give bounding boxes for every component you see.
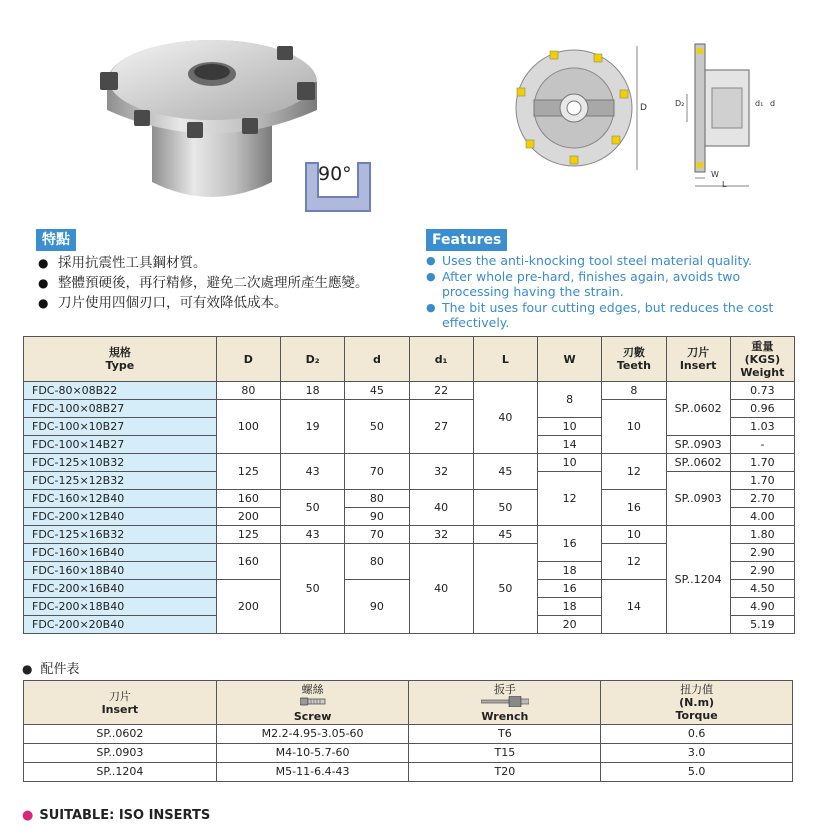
feature-zh-item: ● 刀片使用四個刃口，可有效降低成本。 — [36, 293, 416, 313]
features-zh-list — [36, 253, 416, 313]
header-d1: d₁ — [409, 337, 473, 382]
cell-d1: 40 — [409, 490, 473, 526]
cell-teeth: 8 — [602, 382, 666, 400]
cell-L: 50 — [473, 544, 537, 634]
screw-icon — [300, 696, 326, 707]
cell-weight: 0.73 — [730, 382, 794, 400]
cell-d: 90 — [345, 580, 409, 634]
feature-en-item: ● The bit uses four cutting edges, but reduces the cost effectively. — [426, 300, 796, 330]
cell-D2: 43 — [281, 526, 345, 544]
table-row — [24, 526, 795, 544]
header-type: 規格 Type — [24, 337, 217, 382]
cell-type: FDC-200×12B40 — [24, 508, 217, 526]
cell-D: 125 — [216, 454, 280, 490]
table-row — [24, 454, 795, 472]
table-row — [24, 382, 795, 400]
cell-type: FDC-100×10B27 — [24, 418, 217, 436]
suitable-note: ● SUITABLE: ISO INSERTS — [22, 808, 210, 823]
cell-weight: 1.70 — [730, 472, 794, 490]
cell-D: 80 — [216, 382, 280, 400]
header-weight: 重量 (KGS) Weight — [730, 337, 794, 382]
cell-L: 45 — [473, 526, 537, 544]
cell-d1: 22 — [409, 382, 473, 400]
cell-D2: 43 — [281, 454, 345, 490]
header-L: L — [473, 337, 537, 382]
dim-D-label: D — [640, 103, 647, 113]
cell-weight: 2.90 — [730, 544, 794, 562]
cell-insert: SP..0602 — [666, 382, 730, 436]
spec-header-row — [24, 337, 795, 382]
cell-W: 18 — [538, 562, 602, 580]
cell-d: 70 — [345, 454, 409, 490]
cell-type: FDC-160×12B40 — [24, 490, 217, 508]
features-en-list — [426, 253, 796, 331]
cell-D: 160 — [216, 544, 280, 580]
header-d: d — [345, 337, 409, 382]
cell-d: 90 — [345, 508, 409, 526]
dim-D2-label: D₂ — [675, 99, 685, 108]
acc-cell-torque: 0.6 — [601, 725, 793, 744]
header-D: D — [216, 337, 280, 382]
cell-d1: 32 — [409, 526, 473, 544]
cell-weight: 4.50 — [730, 580, 794, 598]
feature-en-item: ● Uses the anti-knocking tool steel material quality. — [426, 253, 796, 268]
feature-en-item: ● After whole pre-hard, finishes again, avoids two processing having the strain. — [426, 269, 796, 299]
table-row — [24, 763, 793, 782]
technical-drawing — [512, 38, 787, 188]
cell-d1: 40 — [409, 544, 473, 634]
cell-weight: 5.19 — [730, 616, 794, 634]
cell-D: 100 — [216, 400, 280, 454]
cell-type: FDC-100×08B27 — [24, 400, 217, 418]
spec-table — [23, 336, 795, 634]
acc-cell-torque: 5.0 — [601, 763, 793, 782]
table-row — [24, 744, 793, 763]
cell-weight: 0.96 — [730, 400, 794, 418]
acc-cell-wrench: T6 — [409, 725, 601, 744]
cell-weight: - — [730, 436, 794, 454]
angle-badge-label: 90° — [318, 163, 352, 185]
cell-type: FDC-200×20B40 — [24, 616, 217, 634]
cell-insert: SP..0903 — [666, 472, 730, 526]
cell-d1: 27 — [409, 400, 473, 454]
acc-cell-insert: SP..0903 — [24, 744, 217, 763]
acc-header-screw: 螺絲 Screw — [216, 681, 409, 725]
cell-type: FDC-125×10B32 — [24, 454, 217, 472]
accessories-title: ● 配件表 — [22, 658, 80, 677]
cell-W: 16 — [538, 580, 602, 598]
cell-D2: 50 — [281, 490, 345, 526]
cell-weight: 2.70 — [730, 490, 794, 508]
cell-D2: 18 — [281, 382, 345, 400]
cell-d1: 32 — [409, 454, 473, 490]
dim-d-label: d — [770, 99, 776, 108]
cell-d: 70 — [345, 526, 409, 544]
cell-W: 10 — [538, 418, 602, 436]
cell-teeth: 12 — [602, 544, 666, 580]
cell-d: 45 — [345, 382, 409, 400]
cell-d: 50 — [345, 400, 409, 454]
table-row — [24, 725, 793, 744]
cell-W: 12 — [538, 472, 602, 526]
cell-d: 80 — [345, 490, 409, 508]
acc-cell-screw: M4-10-5.7-60 — [216, 744, 409, 763]
cell-type: FDC-80×08B22 — [24, 382, 217, 400]
cell-teeth: 16 — [602, 490, 666, 526]
cell-teeth: 10 — [602, 526, 666, 544]
cell-D: 160 — [216, 490, 280, 508]
cutter-photo — [92, 22, 332, 207]
cell-type: FDC-125×12B32 — [24, 472, 217, 490]
header-W: W — [538, 337, 602, 382]
cell-weight: 1.70 — [730, 454, 794, 472]
cell-W: 18 — [538, 598, 602, 616]
cell-D2: 19 — [281, 400, 345, 454]
features-zh-title: 特點 — [36, 229, 76, 251]
acc-cell-screw: M2.2-4.95-3.05-60 — [216, 725, 409, 744]
cell-W: 20 — [538, 616, 602, 634]
cell-weight: 1.03 — [730, 418, 794, 436]
cell-W: 14 — [538, 436, 602, 454]
acc-header-insert: 刀片 Insert — [24, 681, 217, 725]
cell-teeth: 10 — [602, 400, 666, 454]
acc-cell-insert: SP..0602 — [24, 725, 217, 744]
dim-L-label: L — [722, 180, 727, 188]
cell-insert: SP..0602 — [666, 454, 730, 472]
acc-cell-torque: 3.0 — [601, 744, 793, 763]
header-D2: D₂ — [281, 337, 345, 382]
cell-L: 50 — [473, 490, 537, 526]
cell-D: 125 — [216, 526, 280, 544]
dim-W-label: W — [711, 170, 719, 179]
cell-type: FDC-200×16B40 — [24, 580, 217, 598]
features-en-title: Features — [426, 229, 507, 251]
feature-zh-item: ● 整體預硬後，再行精修，避免二次處理所產生應變。 — [36, 273, 416, 293]
acc-cell-wrench: T15 — [409, 744, 601, 763]
cell-L: 40 — [473, 382, 537, 454]
cell-type: FDC-200×18B40 — [24, 598, 217, 616]
header-insert: 刀片 Insert — [666, 337, 730, 382]
cell-D: 200 — [216, 508, 280, 526]
accessories-table — [23, 680, 793, 782]
cell-d: 80 — [345, 544, 409, 580]
acc-cell-insert: SP..1204 — [24, 763, 217, 782]
accessories-header-row — [24, 681, 793, 725]
dim-d1-label: d₁ — [755, 99, 764, 108]
acc-header-torque: 扭力值 (N.m) Torque — [601, 681, 793, 725]
cell-type: FDC-160×16B40 — [24, 544, 217, 562]
cell-W: 16 — [538, 526, 602, 562]
cell-weight: 4.90 — [730, 598, 794, 616]
acc-cell-screw: M5-11-6.4-43 — [216, 763, 409, 782]
cell-weight: 4.00 — [730, 508, 794, 526]
header-teeth: 刃數 Teeth — [602, 337, 666, 382]
acc-cell-wrench: T20 — [409, 763, 601, 782]
acc-header-wrench: 扳手 Wrench — [409, 681, 601, 725]
cell-W: 8 — [538, 382, 602, 418]
cell-D2: 50 — [281, 544, 345, 634]
cell-insert: SP..0903 — [666, 436, 730, 454]
cell-weight: 2.90 — [730, 562, 794, 580]
cell-L: 45 — [473, 454, 537, 490]
cell-W: 10 — [538, 454, 602, 472]
cell-D: 200 — [216, 580, 280, 634]
cell-type: FDC-100×14B27 — [24, 436, 217, 454]
cell-teeth: 14 — [602, 580, 666, 634]
cell-teeth: 12 — [602, 454, 666, 490]
feature-zh-item: ● 採用抗震性工具鋼材質。 — [36, 253, 416, 273]
cell-type: FDC-160×18B40 — [24, 562, 217, 580]
cell-insert: SP..1204 — [666, 526, 730, 634]
cell-weight: 1.80 — [730, 526, 794, 544]
cell-type: FDC-125×16B32 — [24, 526, 217, 544]
wrench-icon — [481, 696, 529, 707]
